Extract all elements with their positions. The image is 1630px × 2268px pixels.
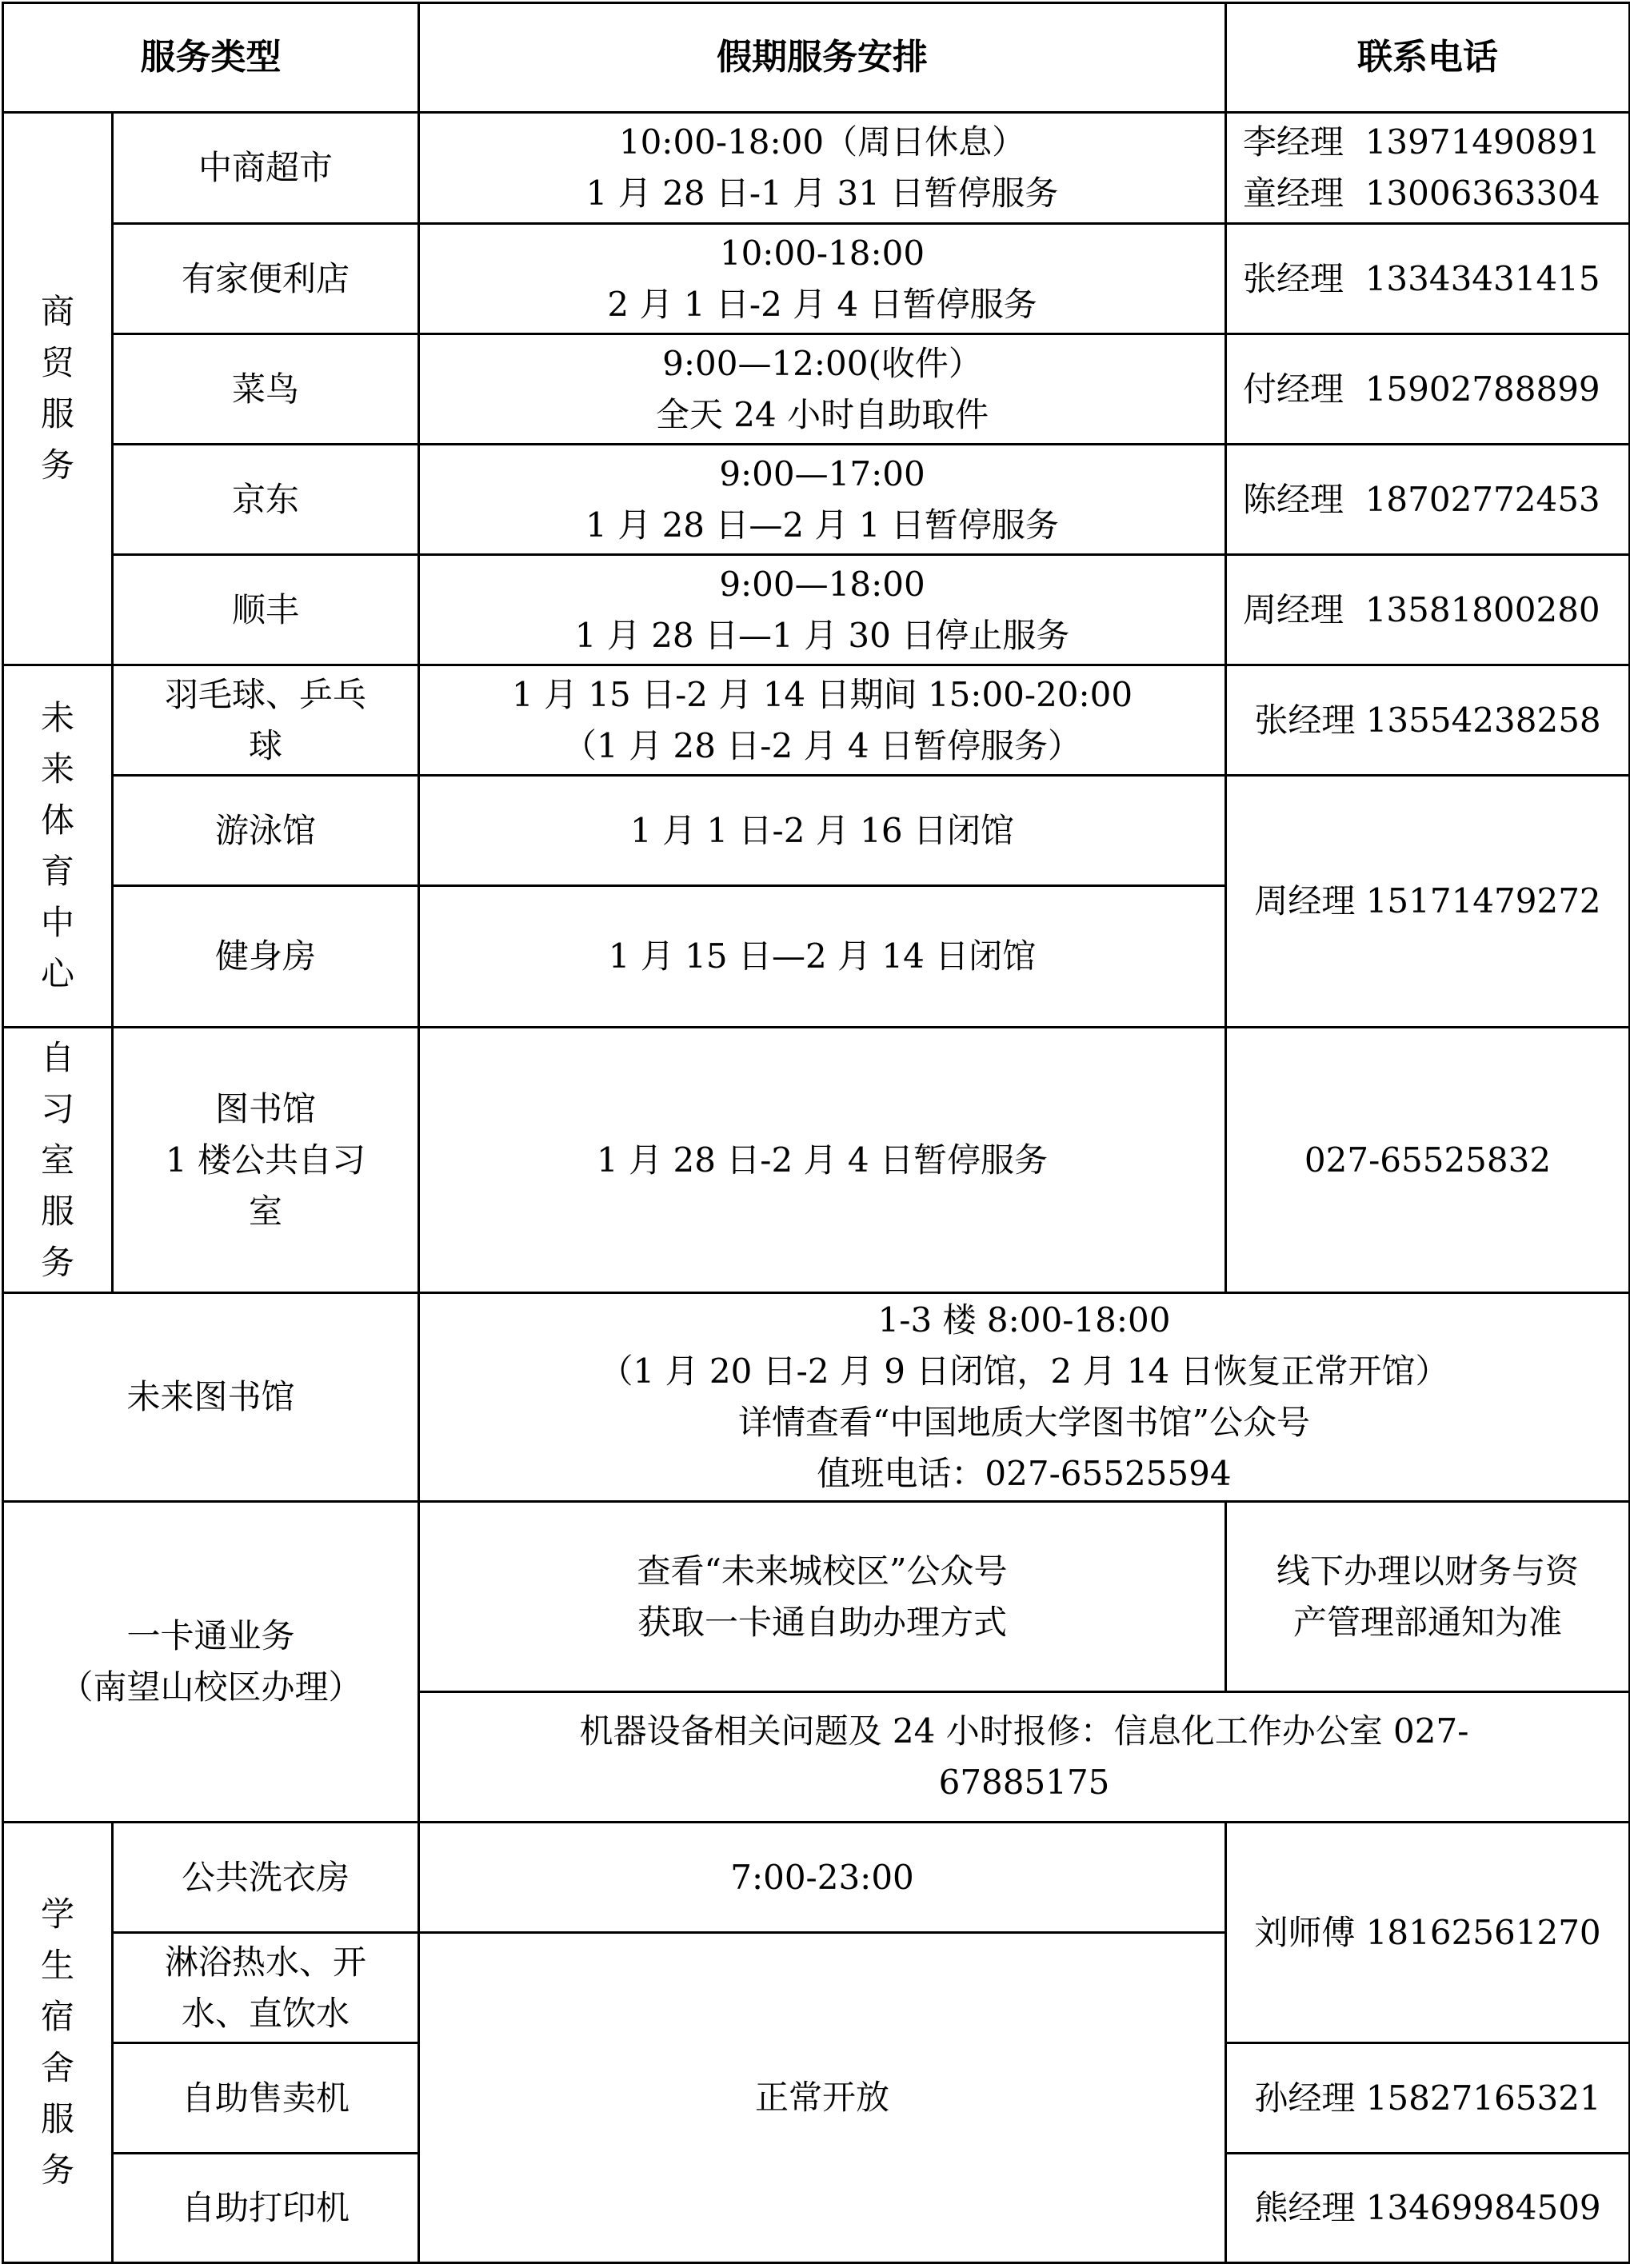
service-name: 游泳馆	[113, 776, 419, 886]
table-row	[3, 1293, 1630, 1502]
service-contact: 熊经理 13469984509	[1226, 2154, 1630, 2263]
service-contact: 张经理 13554238258	[1226, 665, 1630, 776]
schedule-line: 10:00-18:00	[719, 233, 925, 273]
name-line: 图书馆	[214, 1088, 316, 1128]
service-contact: 周经理 15171479272	[1226, 776, 1630, 1028]
category-label: 学生宿舍服务	[40, 1895, 74, 2190]
service-contact	[1226, 113, 1630, 224]
service-contact	[1226, 224, 1630, 334]
table-row	[3, 334, 1630, 445]
schedule-line: 2 月 1 日-2 月 4 日暂停服务	[607, 284, 1037, 324]
table-row	[3, 665, 1630, 776]
category-study	[3, 1028, 113, 1293]
header-contact: 联系电话	[1226, 3, 1630, 113]
service-name	[113, 665, 419, 776]
schedule-line: （1 月 28 日-2 月 4 日暂停服务）	[563, 725, 1081, 765]
repair-line: 机器设备相关问题及 24 小时报修：信息化工作办公室 027-	[579, 1711, 1469, 1751]
contact-line: 李经理 13971490891	[1243, 122, 1600, 162]
service-schedule: 7:00-23:00	[419, 1823, 1226, 1933]
schedule-line: 获取一卡通自助办理方式	[637, 1602, 1007, 1642]
schedule-line: 9:00—18:00	[719, 564, 925, 604]
schedule-line: 查看“未来城校区”公众号	[637, 1551, 1008, 1591]
name-line: 球	[248, 725, 282, 765]
service-schedule	[419, 224, 1226, 334]
service-name	[113, 1028, 419, 1293]
service-schedule: 1 月 28 日-2 月 4 日暂停服务	[419, 1028, 1226, 1293]
service-name: 自助打印机	[113, 2154, 419, 2263]
table-row	[3, 555, 1630, 665]
table-row	[3, 1823, 1630, 1933]
schedule-line: 1 月 28 日—2 月 1 日暂停服务	[585, 505, 1059, 545]
schedule-line: （1 月 20 日-2 月 9 日闭馆，2 月 14 日恢复正常开馆）	[599, 1352, 1449, 1391]
holiday-service-table	[2, 2, 1630, 2264]
name-line: 淋浴热水、开	[164, 1942, 366, 1982]
contact-line: 付经理 15902788899	[1243, 369, 1600, 409]
service-name: 菜鸟	[113, 334, 419, 445]
name-line: 1 楼公共自习	[165, 1140, 366, 1180]
service-contact	[1226, 334, 1630, 445]
schedule-line: 9:00—12:00(收件）	[662, 343, 982, 383]
category-sports	[3, 665, 113, 1028]
table-row	[3, 224, 1630, 334]
schedule-line: 全天 24 小时自助取件	[655, 394, 989, 434]
contact-line: 周经理 13581800280	[1243, 589, 1600, 629]
service-contact: 刘师傅 18162561270	[1226, 1823, 1630, 2043]
schedule-line: 10:00-18:00（周日休息）	[618, 122, 1026, 162]
contact-line: 产管理部通知为准	[1292, 1602, 1562, 1642]
schedule-line: 1 月 15 日-2 月 14 日期间 15:00-20:00	[511, 674, 1133, 714]
schedule-line: 值班电话：027-65525594	[817, 1454, 1232, 1493]
service-contact	[1226, 1502, 1630, 1692]
service-schedule	[419, 665, 1226, 776]
schedule-line: 1-3 楼 8:00-18:00	[877, 1300, 1171, 1340]
contact-line: 童经理 13006363304	[1243, 174, 1600, 213]
header-schedule: 假期服务安排	[419, 3, 1226, 113]
service-schedule	[419, 1502, 1226, 1692]
service-contact	[1226, 445, 1630, 555]
service-name: 公共洗衣房	[113, 1823, 419, 1933]
service-name: 健身房	[113, 886, 419, 1028]
service-schedule	[419, 1293, 1630, 1502]
service-contact: 027-65525832	[1226, 1028, 1630, 1293]
service-schedule	[419, 334, 1226, 445]
category-dorm	[3, 1823, 113, 2263]
service-name: 有家便利店	[113, 224, 419, 334]
category-label: 未来体育中心	[40, 698, 74, 993]
table-row	[3, 1028, 1630, 1293]
repair-line: 67885175	[938, 1763, 1110, 1802]
service-schedule: 1 月 1 日-2 月 16 日闭馆	[419, 776, 1226, 886]
category-label: 商贸服务	[40, 292, 74, 485]
service-schedule	[419, 555, 1226, 665]
repair-info	[419, 1692, 1630, 1823]
name-line: 室	[248, 1191, 282, 1231]
service-schedule	[419, 445, 1226, 555]
service-name: 未来图书馆	[3, 1293, 419, 1502]
table-row	[3, 113, 1630, 224]
name-line: 一卡通业务	[126, 1616, 295, 1655]
schedule-line: 1 月 28 日—1 月 30 日停止服务	[574, 615, 1070, 655]
header-service-type: 服务类型	[3, 3, 419, 113]
service-name	[113, 1933, 419, 2043]
service-name: 顺丰	[113, 555, 419, 665]
service-name: 京东	[113, 445, 419, 555]
name-line: 羽毛球、乒乓	[164, 674, 366, 714]
schedule-line: 详情查看“中国地质大学图书馆”公众号	[738, 1403, 1310, 1442]
service-name: 中商超市	[113, 113, 419, 224]
table-header-row	[3, 3, 1630, 113]
service-contact: 孙经理 15827165321	[1226, 2043, 1630, 2154]
name-line: （南望山校区办理）	[59, 1667, 362, 1707]
name-line: 水、直饮水	[181, 1993, 350, 2033]
category-label: 自习室服务	[40, 1037, 74, 1282]
service-schedule: 1 月 15 日—2 月 14 日闭馆	[419, 886, 1226, 1028]
category-commerce	[3, 113, 113, 665]
table-row	[3, 776, 1630, 886]
schedule-line: 1 月 28 日-1 月 31 日暂停服务	[585, 174, 1059, 213]
contact-line: 线下办理以财务与资	[1276, 1551, 1579, 1591]
service-name: 自助售卖机	[113, 2043, 419, 2154]
table-row	[3, 445, 1630, 555]
contact-line: 张经理 13343431415	[1243, 258, 1600, 298]
service-name	[3, 1502, 419, 1823]
service-schedule	[419, 113, 1226, 224]
schedule-line: 9:00—17:00	[719, 453, 925, 493]
service-schedule: 正常开放	[419, 1933, 1226, 2263]
service-contact	[1226, 555, 1630, 665]
contact-line: 陈经理 18702772453	[1243, 479, 1600, 519]
table-row	[3, 1502, 1630, 1692]
